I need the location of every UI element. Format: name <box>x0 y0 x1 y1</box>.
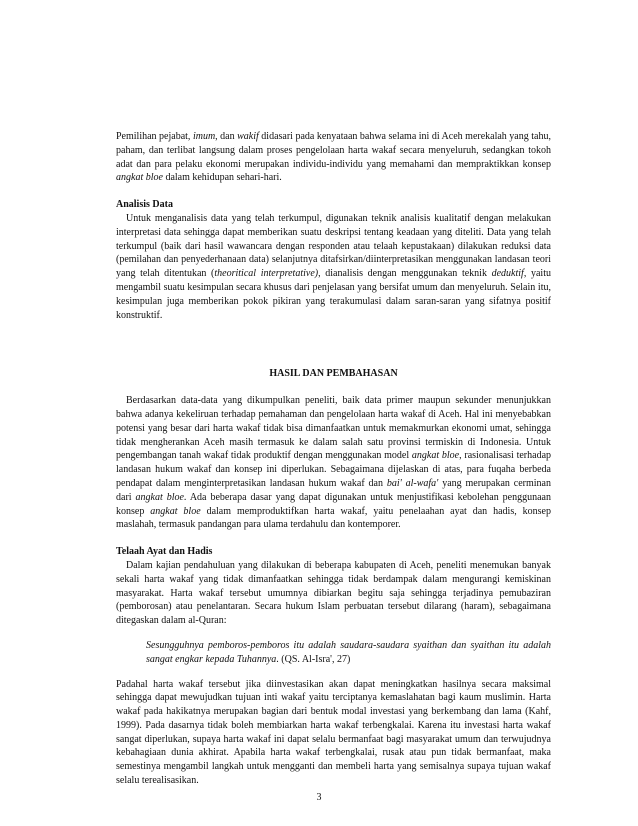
hasil-heading: HASIL DAN PEMBAHASAN <box>269 368 398 380</box>
document-page <box>116 130 551 788</box>
page-number: 3 <box>316 792 322 803</box>
intro-paragraph: Pemilihan pejabat, imum, dan wakif didasari pada kenyataan bahwa selama ini di Aceh merekalah yang tahu, paham, dan terlibat langsung dalam proses pengelolaan harta wakaf secara menyeluruh, sedangkan tokoh adat dan para pelaku ekonomi merupakan individu-individu yang memahami dan mempraktikkan konsep angkat bloe dalam kehidupan sehari-hari. <box>116 131 551 184</box>
telaah-paragraph: Dalam kajian pendahuluan yang dilakukan di beberapa kabupaten di Aceh, peneliti menemukan banyak sekali harta wakaf yang tidak dimanfaatkan sehingga tidak berdampak dalam mengurangi kemiskinan masyarakat. Harta wakaf tersebut umumnya dibiarkan begitu saja sehingga terjadinya pemubaziran (pemborosan) atau penelantaran. Secara hukum Islam perbuatan tersebut dilarang (haram), sebagaimana ditegaskan dalam al-Quran: <box>116 559 551 627</box>
analisis-heading: Analisis Data <box>116 199 173 211</box>
hasil-paragraph: Berdasarkan data-data yang dikumpulkan peneliti, baik data primer maupun sekunder menunjukkan bahwa adanya kekeliruan terhadap pemahaman dan pengelolaan harta wakaf di Aceh. Hal ini menyebabkan potensi yang besar dari harta wakaf tidak bisa dimanfaatkan untuk memakmurkan ekonomi umat, sehingga tidak mengherankan Aceh masih termasuk ke dalam salah satu provinsi termiskin di Indonesia. Untuk pengembangan tanah wakaf tidak produktif dengan menggunakan model angkat bloe, rasionalisasi terhadap landasan hukum wakaf dan konsep ini diperlukan. Sebagaimana dijelaskan di atas, para fuqaha berbeda pendapat dalam menginterpretasikan landasan hukum wakaf dan bai' al-wafa' yang merupakan cerminan dari angkat bloe. Ada beberapa dasar yang dapat digunakan untuk menjustifikasi kebolehan penggunaan konsep angkat bloe dalam memproduktifkan harta wakaf, yaitu penelaahan ayat dan hadis, konsep maslahah, termasuk pandangan para ulama terdahulu dan kontemporer. <box>116 395 552 531</box>
closing-paragraph: Padahal harta wakaf tersebut jika diinvestasikan akan dapat meningkatkan hasilnya secara maksimal sehingga dapat mewujudkan tujuan inti wakaf yaitu terciptanya kemaslahatan bagi kaum muslimin. Harta wakaf pada hakikatnya merupakan bagian dari bentuk modal investasi yang berkembang dan lama (Kahf, 1999). Pada dasarnya tidak boleh membiarkan harta wakaf terbengkalai. Karena itu investasi harta wakaf sangat diperlukan, supaya harta wakaf ini dapat selalu bermanfaat bagi masyarakat umum dan terwujudnya kebahagiaan dunia akhirat. Apabila harta wakaf terbengkalai, rusak atau pun tidak bermanfaat, maka semestinya mengambil langkah untuk mengganti dan membeli harta yang semisalnya supaya tujuan wakaf selalu terealisasikan. <box>116 678 551 787</box>
telaah-heading: Telaah Ayat dan Hadis <box>116 546 213 558</box>
analisis-paragraph: Untuk menganalisis data yang telah terkumpul, digunakan teknik analisis kualitatif dengan melakukan interpretasi data sehingga dapat memberikan suatu deskripsi tentang keadaan yang diteliti. Data yang telah terkumpul (baik dari hasil wawancara dengan responden atau telaah kepustakaan) dilakukan reduksi data (pemilahan dan penyederhanaan data) selanjutnya ditafsirkan/diinterpretasikan menggunakan landasan teori yang telah ditentukan (theoritical interpretative), dianalisis dengan menggunakan teknik deduktif, yaitu mengambil suatu kesimpulan secara khusus dari penjelasan yang bersifat umum dan menyeluruh. Selain itu, kesimpulan juga memberikan pokok pikiran yang terakumulasi dalam saran-saran yang sifatnya positif konstruktif. <box>116 212 551 321</box>
quran-quote: Sesungguhnya pemboros-pemboros itu adalah saudara-saudara syaithan dan syaithan itu adalah sangat engkar kepada Tuhannya. (QS. Al-Isra', 27) <box>146 639 551 665</box>
